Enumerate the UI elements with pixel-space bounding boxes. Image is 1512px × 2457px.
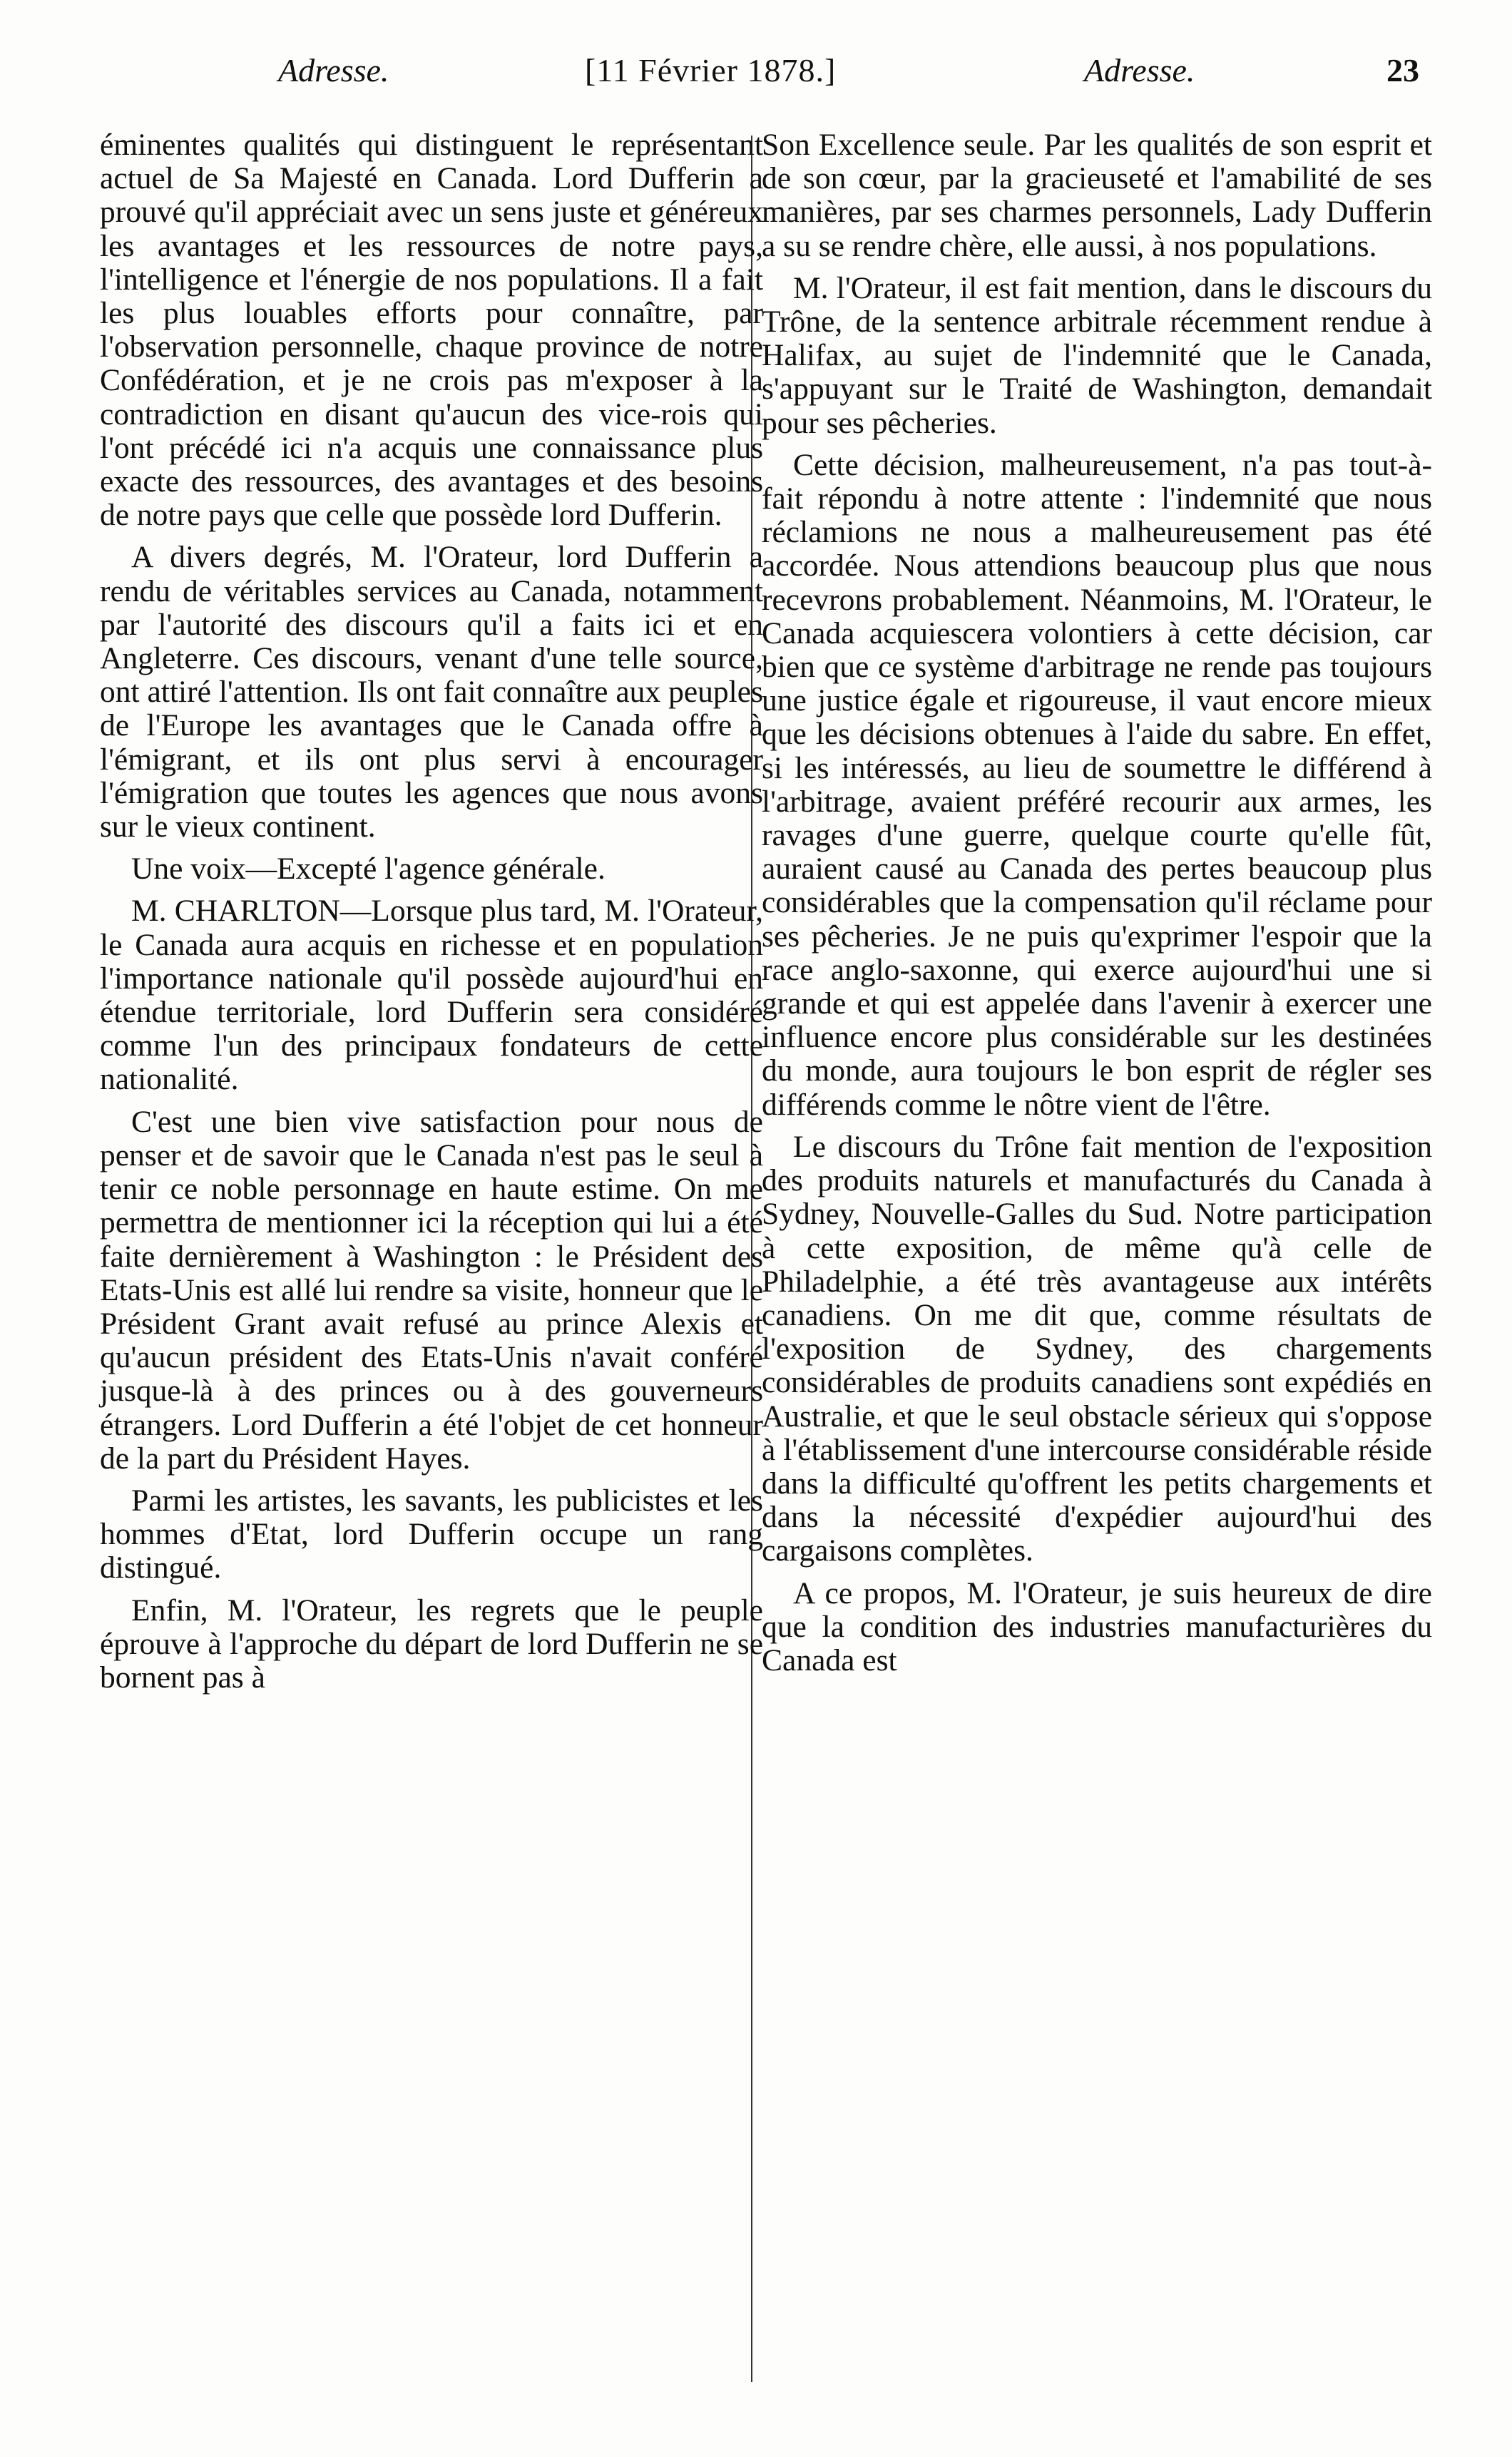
left-column [100,128,763,1703]
right-column [762,128,1432,1686]
paragraph: A ce propos, M. l'Orateur, je suis heureux de dire que la condition des industries manufacturières du Canada est [762,1575,1432,1677]
paragraph: Une voix—Excepté l'agence générale. [131,852,606,887]
paragraph: Parmi les artistes, les savants, les publicistes et les hommes d'Etat, lord Dufferin occupe un rang distingué. [100,1483,763,1585]
running-title-right: Adresse. [1084,52,1195,88]
paragraph: éminentes qualités qui distinguent le représentant actuel de Sa Majesté en Canada. Lord Dufferin a prouvé qu'il appréciait avec un sens juste et généreux les avantages et les ressources de notre pays, l'intelligence et l'énergie de nos populations. Il a fait les plus louables efforts pour connaître, par l'observation personnelle, chaque province de notre Confédération, et je ne crois pas m'exposer à la contradiction en disant qu'aucun des vice-rois qui l'ont précédé ici n'a acquis une connaissance plus exacte des ressources, des avantages et des besoins de notre pays que celle que possède lord Dufferin. [100,128,763,533]
running-title-left: Adresse. [278,52,389,88]
page-number: 23 [1386,52,1419,88]
page-header [100,51,1426,108]
paragraph: A divers degrés, M. l'Orateur, lord Dufferin a rendu de véritables services au Canada, notamment par l'autorité des discours qu'il a faits ici et en Angleterre. Ces discours, venant d'une telle source, ont attiré l'attention. Ils ont fait connaître aux peuples de l'Europe les avantages que le Canada offre à l'émigrant, et ils ont plus servi à encourager l'émigration que toutes les agences que nous avons sur le vieux continent. [100,540,763,844]
paragraph: Cette décision, malheureusement, n'a pas tout-à-fait répondu à notre attente : l'indemnité que nous réclamions ne nous a malheureusement pas été accordée. Nous attendions beaucoup plus que nous recevrons probablement. Néanmoins, M. l'Orateur, le Canada acquiescera volontiers à cette décision, car bien que ce système d'arbitrage ne rende pas toujours une justice égale et rigoureuse, il vaut encore mieux que les décisions obtenues à l'aide du sabre. En effet, si les intéressés, au lieu de soumettre le différend à l'arbitrage, avaient préféré recourir aux armes, les ravages d'une guerre, quelque courte qu'elle fût, auraient causé au Canada des pertes beaucoup plus considérables que la compensation qu'il réclame pour ses pêcheries. Je ne puis qu'exprimer l'espoir que la race anglo-saxonne, qui exerce aujourd'hui une si grande et qui est appelée dans l'avenir à exercer une influence encore plus considérable sur les destinées du monde, aura toujours le bon esprit de régler ses différends comme le nôtre vient de l'être. [762,447,1432,1122]
paragraph: M. CHARLTON—Lorsque plus tard, M. l'Orateur, le Canada aura acquis en richesse et en population l'importance nationale qu'il possède aujourd'hui en étendue territoriale, lord Dufferin sera considéré comme l'un des principaux fondateurs de cette nationalité. [100,894,763,1097]
paragraph: Le discours du Trône fait mention de l'exposition des produits naturels et manufacturés du Canada à Sydney, Nouvelle-Galles du Sud. Notre participation à cette exposition, de même qu'à celle de Philadelphie, a été très avantageuse aux intérêts canadiens. On me dit que, comme résultats de l'exposition de Sydney, des chargements considérables de produits canadiens sont expédiés en Australie, et que le seul obstacle sérieux qui s'oppose à l'établissement d'une intercourse considérable réside dans la difficulté qu'offrent les petits chargements et dans la nécessité d'expédier aujourd'hui des cargaisons complètes. [762,1129,1432,1568]
session-date: [11 Février 1878.] [585,52,837,88]
paragraph: M. l'Orateur, il est fait mention, dans le discours du Trône, de la sentence arbitrale récemment rendue à Halifax, au sujet de l'indemnité que le Canada, s'appuyant sur le Traité de Washington, demandait pour ses pêcheries. [762,270,1432,440]
paragraph: Son Excellence seule. Par les qualités de son esprit et de son cœur, par la gracieuseté et l'amabilité de ses manières, par ses charmes personnels, Lady Dufferin a su se rendre chère, elle aussi, à nos populations. [762,128,1432,263]
paragraph: Enfin, M. l'Orateur, les regrets que le peuple éprouve à l'approche du départ de lord Dufferin ne se bornent pas à [100,1593,763,1695]
paragraph: C'est une bien vive satisfaction pour nous de penser et de savoir que le Canada n'est pas le seul à tenir ce noble personnage en haute estime. On me permettra de mentionner ici la réception qui lui a été faite dernièrement à Washington : le Président des Etats-Unis est allé lui rendre sa visite, honneur que le Président Grant avait refusé au prince Alexis et qu'aucun président des Etats-Unis n'avait conféré jusque-là à des princes ou à des gouverneurs étrangers. Lord Dufferin a été l'objet de cet honneur de la part du Président Hayes. [100,1104,763,1476]
